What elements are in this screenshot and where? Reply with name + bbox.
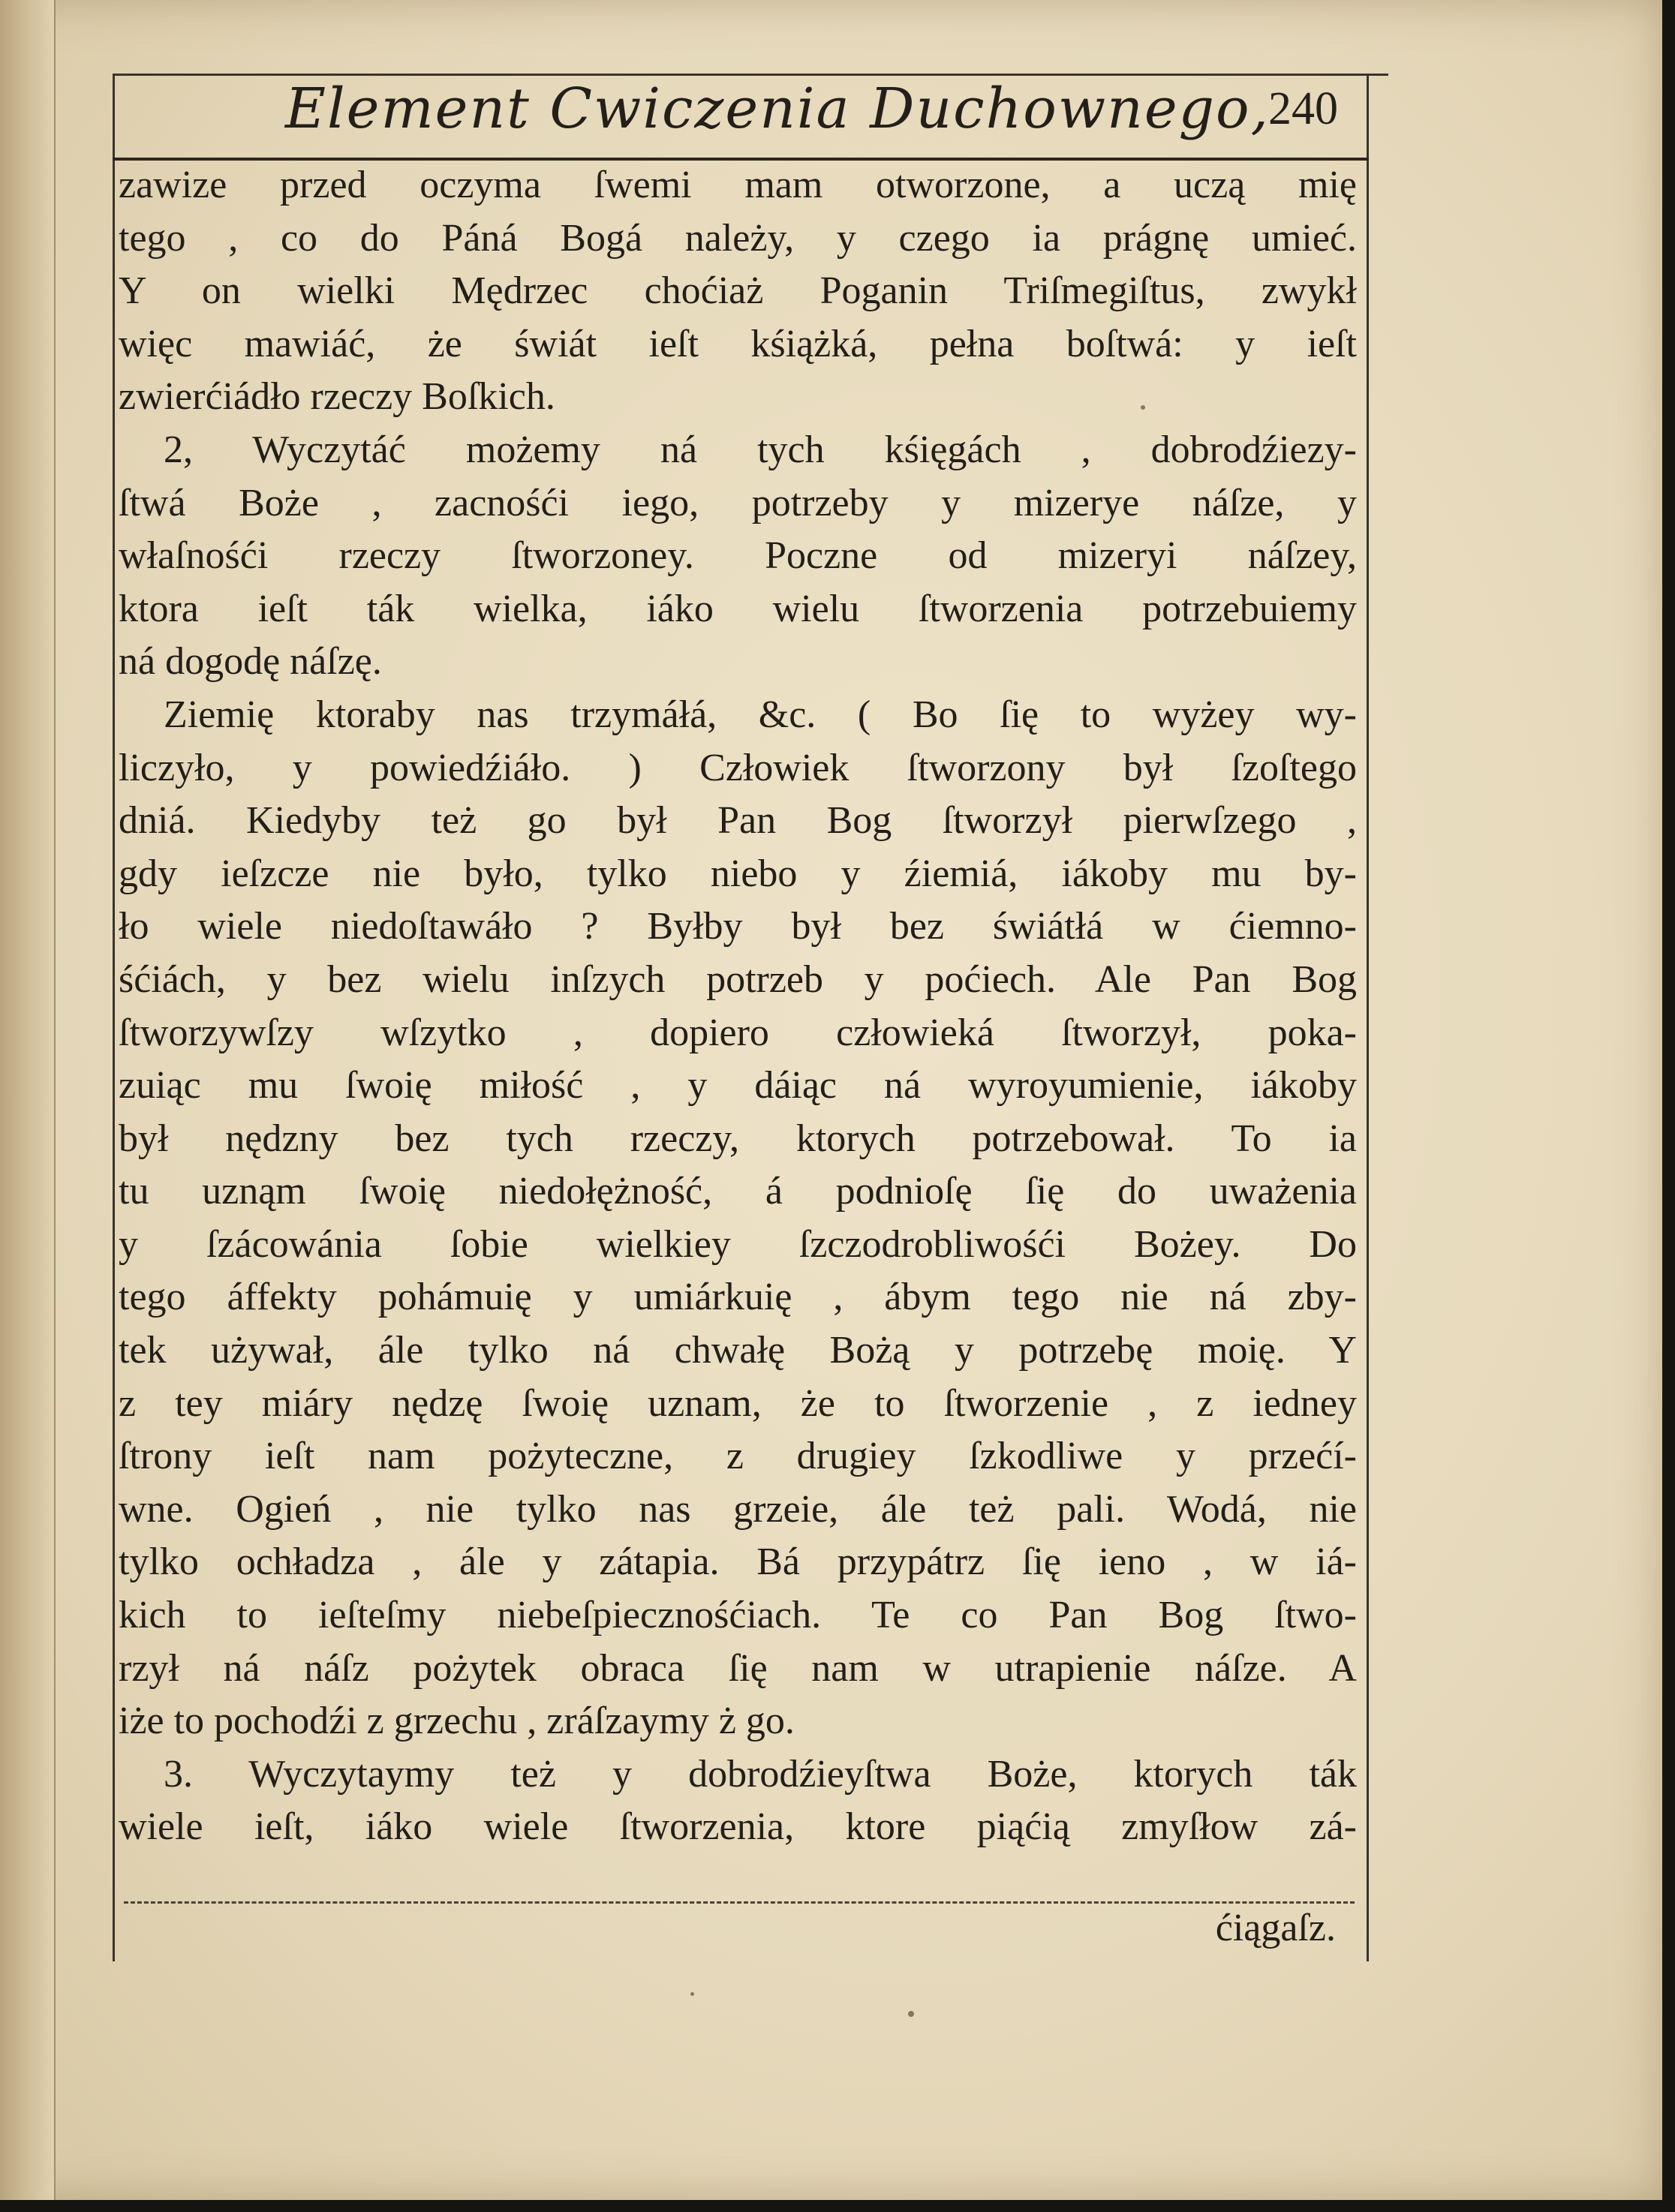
text-line: ſtrony ieſt nam pożyteczne, z drugiey ſzkodliwe y przećí- (119, 1435, 1357, 1478)
text-line: zwierćiádło rzeczy Boſkich. (119, 375, 555, 419)
text-line: Y on wielki Mędrzec choćiaż Poganin Triſmegiſtus, zwykł (119, 269, 1357, 313)
paragraph-2-start: 2, Wyczytáć możemy ná tych kśięgách , dobrodźiezy- (164, 428, 1357, 471)
text-line: właſnośći rzeczy ſtworzoney. Poczne od mizeryi náſzey, (119, 534, 1357, 578)
text-line: liczyło, y powiedźiáło. ) Człowiek ſtworzony był ſzoſtego (119, 746, 1357, 789)
text-line: ło wiele niedoſtawáło ? Byłby był bez świátłá w ćiemno- (119, 905, 1357, 948)
text-line: dniá. Kiedyby też go był Pan Bog ſtworzył pierwſzego , (119, 799, 1357, 843)
catchword: ćiągaſz. (1215, 1907, 1336, 1949)
body-text (119, 159, 1357, 1854)
paragraph-ziemie-start: Ziemię ktoraby nas trzymáłá, &c. ( Bo ſię to wyżey wy- (164, 693, 1357, 736)
page-number: 240 (1268, 83, 1338, 134)
text-line: rzył ná náſz pożytek obraca ſię nam w utrapienie náſze. A (119, 1646, 1357, 1690)
paragraph-3-start: 3. Wyczytaymy też y dobrodźieyſtwa Boże, ktorych ták (164, 1752, 1357, 1796)
text-line: wiele ieſt, iáko wiele ſtworzenia, ktore piąćią zmyſłow zá- (119, 1805, 1357, 1849)
ink-speck (908, 2011, 914, 2017)
text-line: tu uznąm ſwoię niedołężność, á podnioſę ſię do uważenia (119, 1170, 1357, 1213)
text-line: iże to pochodźi z grzechu , zráſzaymy ż go. (119, 1700, 795, 1743)
text-line: kich to ieſteſmy niebeſpiecznośćiach. Te co Pan Bog ſtwo- (119, 1594, 1357, 1637)
page-gutter (0, 0, 56, 2200)
text-line: y ſzácowánia ſobie wielkiey ſzczodrobliwośći Bożey. Do (119, 1222, 1357, 1266)
text-line: śćiách, y bez wielu inſzych potrzeb y poćiech. Ale Pan Bog (119, 957, 1357, 1001)
text-line: zuiąc mu ſwoię miłość , y dáiąc ná wyroyumienie, iákoby (119, 1064, 1357, 1108)
ink-speck (1141, 405, 1145, 410)
text-line: ſtwá Boże , zacnośći iego, potrzeby y mizerye náſze, y (119, 481, 1357, 524)
text-line: był nędzny bez tych rzeczy, ktorych potrzebował. To ia (119, 1117, 1357, 1160)
ink-speck (690, 1992, 694, 1996)
text-line: tek używał, ále tylko ná chwałę Bożą y potrzebę moię. Y (119, 1329, 1357, 1372)
bottom-rule (124, 1901, 1355, 1904)
text-line: tylko ochładza , ále y zátapia. Bá przypátrz ſię ieno , w iá- (119, 1540, 1357, 1584)
text-line: ſtworzywſzy wſzytko , dopiero człowieká ſtworzył, poka- (119, 1011, 1357, 1054)
text-line: zawize przed oczyma ſwemi mam otworzone, a uczą mię (119, 164, 1357, 206)
text-line: więc mawiáć, że świát ieſt kśiążká, pełna boſtwá: y ieſt (119, 322, 1357, 365)
text-line: ktora ieſt ták wielka, iáko wielu ſtworzenia potrzebuiemy (119, 587, 1357, 630)
text-line: gdy ieſzcze nie było, tylko niebo y źiemiá, iákoby mu by- (119, 852, 1357, 895)
top-rule (113, 74, 1388, 76)
running-title: Element Cwiczenia Duchownego, (285, 77, 1271, 141)
text-line: tego , co do Páná Bogá należy, y czego ia prágnę umieć. (119, 216, 1357, 260)
text-line: wne. Ogień , nie tylko nas grzeie, ále też pali. Wodá, nie (119, 1487, 1357, 1531)
text-line: tego áffekty pohámuię y umiárkuię , ábym tego nie ná zby- (119, 1276, 1357, 1319)
text-line: ná dogodę náſzę. (119, 640, 382, 684)
text-line: z tey miáry nędzę ſwoię uznam, że to ſtworzenie , z iedney (119, 1381, 1357, 1425)
